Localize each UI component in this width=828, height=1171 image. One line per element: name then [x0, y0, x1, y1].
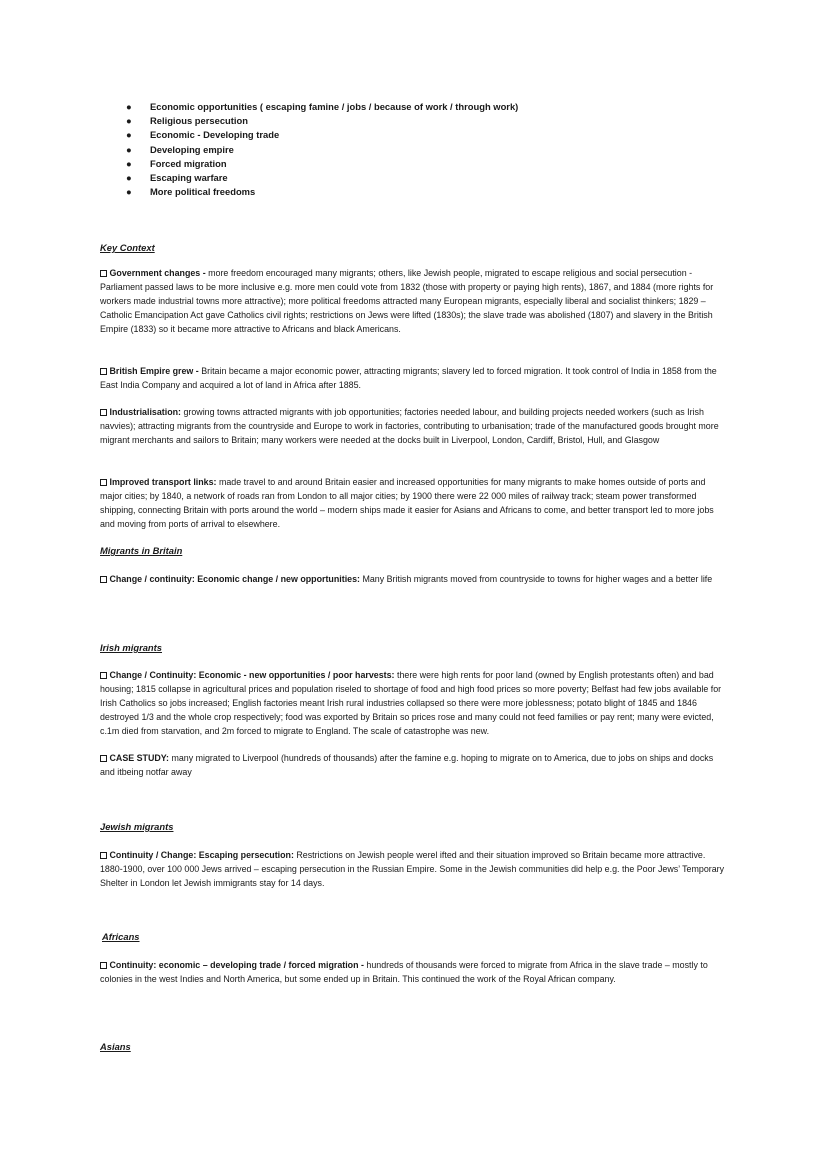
british-empire-paragraph: British Empire grew - Britain became a major economic power, attracting migrants; slavery led to forced migration. It took control of India in 1858 from the East India Company and acquired a lot of land in Africa after 1885. — [100, 366, 717, 390]
industrialisation-paragraph: Industrialisation: growing towns attracted migrants with job opportunities; factories needed labour, and building projects needed workers (such as Irish navvies); attracting migrants from the countryside and Europe to work in factories, contributing to urbanisation; trade of the manufactured goods brought more migrant merchants and sailors to Britain; many workers were needed at the docks built in Liverpool, London, Cardiff, Bristol, Hull, and Glasgow — [100, 407, 719, 445]
government-changes-paragraph: Government changes - more freedom encouraged many migrants; others, like Jewish people, migrated to escape religious and social persecution - Parliament passed laws to be more inclusive e.g. more men could vote from 1832 (those with property or paying high rents), 1867, and 1884 (more rights for workers made industrial towns more attractive); more political freedoms attracted many European migrants, especially liberal and socialist thinkers; 1829 – Catholic Emancipation Act gave Catholics civil rights; restrictions on Jews were lifted (1830s); the slave trade was abolished (1807) and slavery in the British Empire (1833) so it became more attractive to Africans and black Americans. — [100, 268, 714, 334]
checkbox-icon — [100, 576, 107, 583]
transport-paragraph: Improved transport links: made travel to and around Britain easier and increased opportunities for many migrants to make homes outside of ports and major cities; by 1840, a network of roads ran from London to all major cities; by 1900 there were 22 000 miles of railway track; steam power transformed shipping, connecting Britain with ports around the world – modern ships made it easier for Asians and Africans to come, and better transport led to more jobs and moving from ports of arrival to elsewhere. — [100, 477, 714, 529]
checkbox-icon — [100, 672, 107, 679]
africans-paragraph: Continuity: economic – developing trade / forced migration - hundreds of thousands were forced to migrate from Africa in the slave trade – mostly to colonies in the west Indies and North America, but some ended up in Britain. This continued the work of the Royal African company. — [100, 960, 708, 984]
checkbox-icon — [100, 270, 107, 277]
list-item: ● Religious persecution — [100, 114, 518, 128]
jewish-migrants-heading: Jewish migrants — [100, 821, 174, 832]
irish-case-study-paragraph: CASE STUDY: many migrated to Liverpool (hundreds of thousands) after the famine e.g. hoping to migrate on to America, due to jobs on ships and docks and itbeing notfar away — [100, 753, 714, 777]
list-item: ● Developing empire — [100, 143, 518, 157]
checkbox-icon — [100, 962, 107, 969]
jewish-paragraph: Continuity / Change: Escaping persecution: Restrictions on Jewish people werel ifted and their situation improved so Britain became more attractive. 1880-1900, over 100 000 Jews arrived – escaping persecution in the Russian Empire. Some in the Jewish communities did help e.g. the Poor Jews’ Temporary Shelter in London let Jewish immigrants stay for 14 days. — [100, 850, 725, 888]
list-item: ● More political freedoms — [100, 185, 518, 199]
bullet-icon: ● — [126, 101, 132, 112]
irish-change-paragraph: Change / Continuity: Economic - new opportunities / poor harvests: there were high rents for poor land (owned by English protestants often) and bad housing; 1815 collapse in agricultural prices and population riseled to shortage of food and high food prices so more poverty; Belfast had few jobs available for Irish Catholics so jobs increased; English factories meant Irish rural industries collapsed so there were more joblessness; potato blight of 1845 and 1846 destroyed 1/3 and the whole crop respectively; food was exported by Britain so prices rose and many could not feed families or pay rent; many were evicted, c.1m died from starvation, and 2m forced to migrate to England. The scale of catastrophe was new. — [100, 670, 722, 736]
bullet-icon: ● — [126, 157, 132, 169]
bullet-icon: ● — [126, 186, 132, 198]
list-item: ● Forced migration — [100, 157, 518, 171]
key-context-heading: Key Context — [100, 242, 155, 253]
list-item: ● Escaping warfare — [100, 171, 518, 185]
migrants-in-britain-paragraph: Change / continuity: Economic change / new opportunities: Many British migrants moved from countryside to towns for higher wages and a better life — [100, 573, 728, 587]
bullet-icon: ● — [126, 129, 132, 141]
asians-heading: Asians — [100, 1041, 131, 1052]
bullet-icon: ● — [126, 115, 132, 127]
checkbox-icon — [100, 852, 107, 859]
checkbox-icon — [100, 409, 107, 416]
list-item: ● Economic opportunities ( escaping famine / jobs / because of work / through work) — [100, 100, 518, 114]
checkbox-icon — [100, 368, 107, 375]
bullet-icon: ● — [126, 143, 132, 155]
checkbox-icon — [100, 479, 107, 486]
migrants-in-britain-heading: Migrants in Britain — [100, 545, 183, 556]
checkbox-icon — [100, 755, 107, 762]
list-item: ● Economic - Developing trade — [100, 128, 518, 142]
bullet-icon: ● — [126, 172, 132, 184]
africans-heading: Africans — [102, 931, 140, 942]
reasons-list — [100, 100, 518, 199]
irish-migrants-heading: Irish migrants — [100, 642, 162, 653]
